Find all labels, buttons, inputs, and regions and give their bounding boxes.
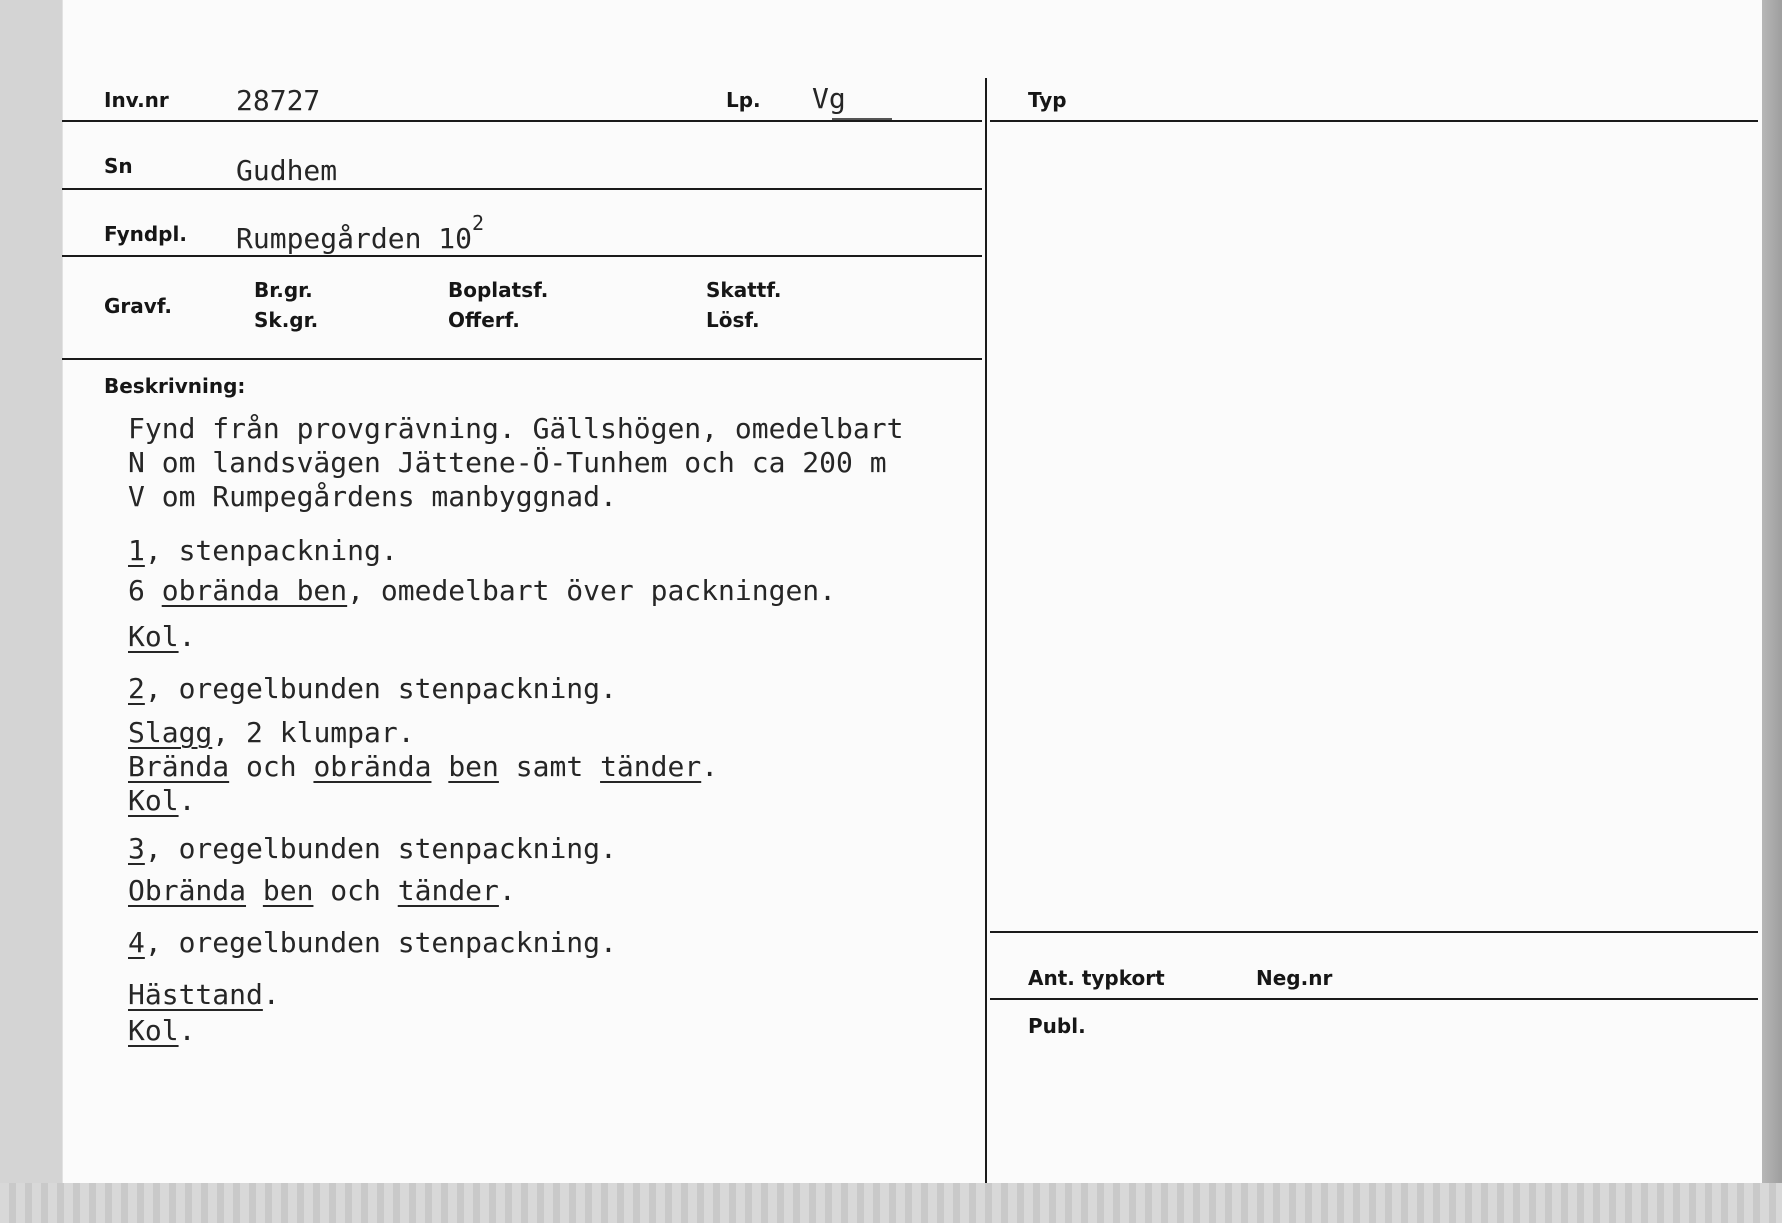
typ-label: Typ	[1028, 88, 1067, 112]
neg-nr-label: Neg.nr	[1256, 966, 1333, 990]
intro-line-1: Fynd från provgrävning. Gällshögen, omedelbart	[128, 412, 904, 445]
find-4-title: , oregelbunden stenpackning.	[144, 926, 617, 959]
fyndpl-superscript: 2	[472, 211, 485, 235]
find-2-tander: tänder	[600, 750, 702, 783]
find-1-kol-period: .	[178, 620, 196, 653]
find-3-bones-line	[128, 874, 516, 908]
skattf-label: Skattf.	[706, 278, 782, 302]
find-2-kol-line	[128, 784, 195, 818]
find-3-number: 3	[128, 832, 145, 865]
rule-above-ant-typkort	[990, 931, 1758, 933]
find-3-title: , oregelbunden stenpackning.	[144, 832, 617, 865]
gravf-label: Gravf.	[104, 294, 173, 318]
find-2-kol-period: .	[178, 784, 196, 817]
find-1-bones: obrända ben	[161, 574, 348, 607]
inv-nr-value: 28727	[236, 84, 321, 117]
find-4-number: 4	[128, 926, 145, 959]
rule-above-publ	[990, 998, 1758, 1000]
boplatsf-label: Boplatsf.	[448, 278, 549, 302]
find-2-ben: ben	[448, 750, 499, 783]
rule-under-inv	[62, 120, 982, 122]
find-3-space	[246, 874, 263, 907]
find-3-tander-period: .	[498, 874, 516, 907]
ant-typkort-label: Ant. typkort	[1028, 966, 1165, 990]
find-1-heading	[128, 534, 398, 568]
find-4-hasttand-line	[128, 978, 280, 1012]
fyndpl-label: Fyndpl.	[104, 222, 187, 246]
find-3-ben: ben	[262, 874, 314, 907]
sn-label: Sn	[104, 154, 133, 178]
find-3-tander: tänder	[397, 874, 499, 907]
find-4-kol: Kol	[128, 1014, 179, 1047]
find-1-number: 1	[128, 534, 145, 567]
find-2-space	[431, 750, 448, 783]
publ-label: Publ.	[1028, 1014, 1086, 1038]
find-2-slagg-rest: , 2 klumpar.	[212, 716, 415, 749]
inv-nr-label: Inv.nr	[104, 88, 169, 112]
find-2-obranda: obrända	[313, 750, 432, 783]
find-3-och: och	[313, 874, 398, 907]
intro-line-2: N om landsvägen Jättene-Ö-Tunhem och ca 200 m	[128, 446, 887, 479]
find-2-bones-line	[128, 750, 718, 784]
find-4-kol-period: .	[178, 1014, 196, 1047]
fyndpl-value	[236, 211, 485, 258]
lp-value-underline	[832, 118, 892, 120]
find-4-kol-line	[128, 1014, 195, 1048]
find-4-hasttand-period: .	[262, 978, 280, 1011]
sn-value: Gudhem	[236, 154, 338, 187]
br-gr-label: Br.gr.	[254, 278, 313, 302]
find-2-slagg-line	[128, 716, 415, 750]
find-2-number: 2	[128, 672, 145, 705]
beskrivning-label: Beskrivning:	[104, 374, 246, 398]
find-2-branda: Brända	[128, 750, 230, 783]
find-2-samt: samt	[498, 750, 601, 783]
sk-gr-label: Sk.gr.	[254, 308, 319, 332]
find-2-och: och	[229, 750, 314, 783]
rule-under-typ	[990, 120, 1758, 122]
find-2-kol: Kol	[128, 784, 179, 817]
losf-label: Lösf.	[706, 308, 760, 332]
find-1-count: 6	[128, 574, 162, 607]
intro-line-3: V om Rumpegårdens manbyggnad.	[128, 480, 617, 513]
offerf-label: Offerf.	[448, 308, 520, 332]
fyndpl-text: Rumpegården 10	[236, 222, 473, 255]
find-2-slagg: Slagg	[128, 716, 213, 749]
rule-under-gravf	[62, 358, 982, 360]
find-4-hasttand: Hästtand	[128, 978, 263, 1011]
find-1-title: , stenpackning.	[144, 534, 398, 567]
find-1-bones-line	[128, 574, 836, 608]
lp-label: Lp.	[726, 88, 761, 112]
find-2-tander-period: .	[701, 750, 719, 783]
center-divider	[985, 78, 987, 1183]
find-3-heading	[128, 832, 617, 866]
find-4-heading	[128, 926, 617, 960]
find-3-obranda: Obrända	[128, 874, 247, 907]
find-2-heading	[128, 672, 617, 706]
find-1-rest: , omedelbart över packningen.	[347, 574, 837, 607]
scanner-edge-bottom	[0, 1183, 1782, 1223]
find-1-kol-line	[128, 620, 195, 654]
scanner-edge-right	[1762, 0, 1782, 1223]
lp-value: Vg	[812, 82, 846, 115]
rule-under-sn	[62, 188, 982, 190]
find-1-kol: Kol	[128, 620, 179, 653]
rule-under-fyndpl	[62, 255, 982, 257]
find-2-title: , oregelbunden stenpackning.	[144, 672, 617, 705]
